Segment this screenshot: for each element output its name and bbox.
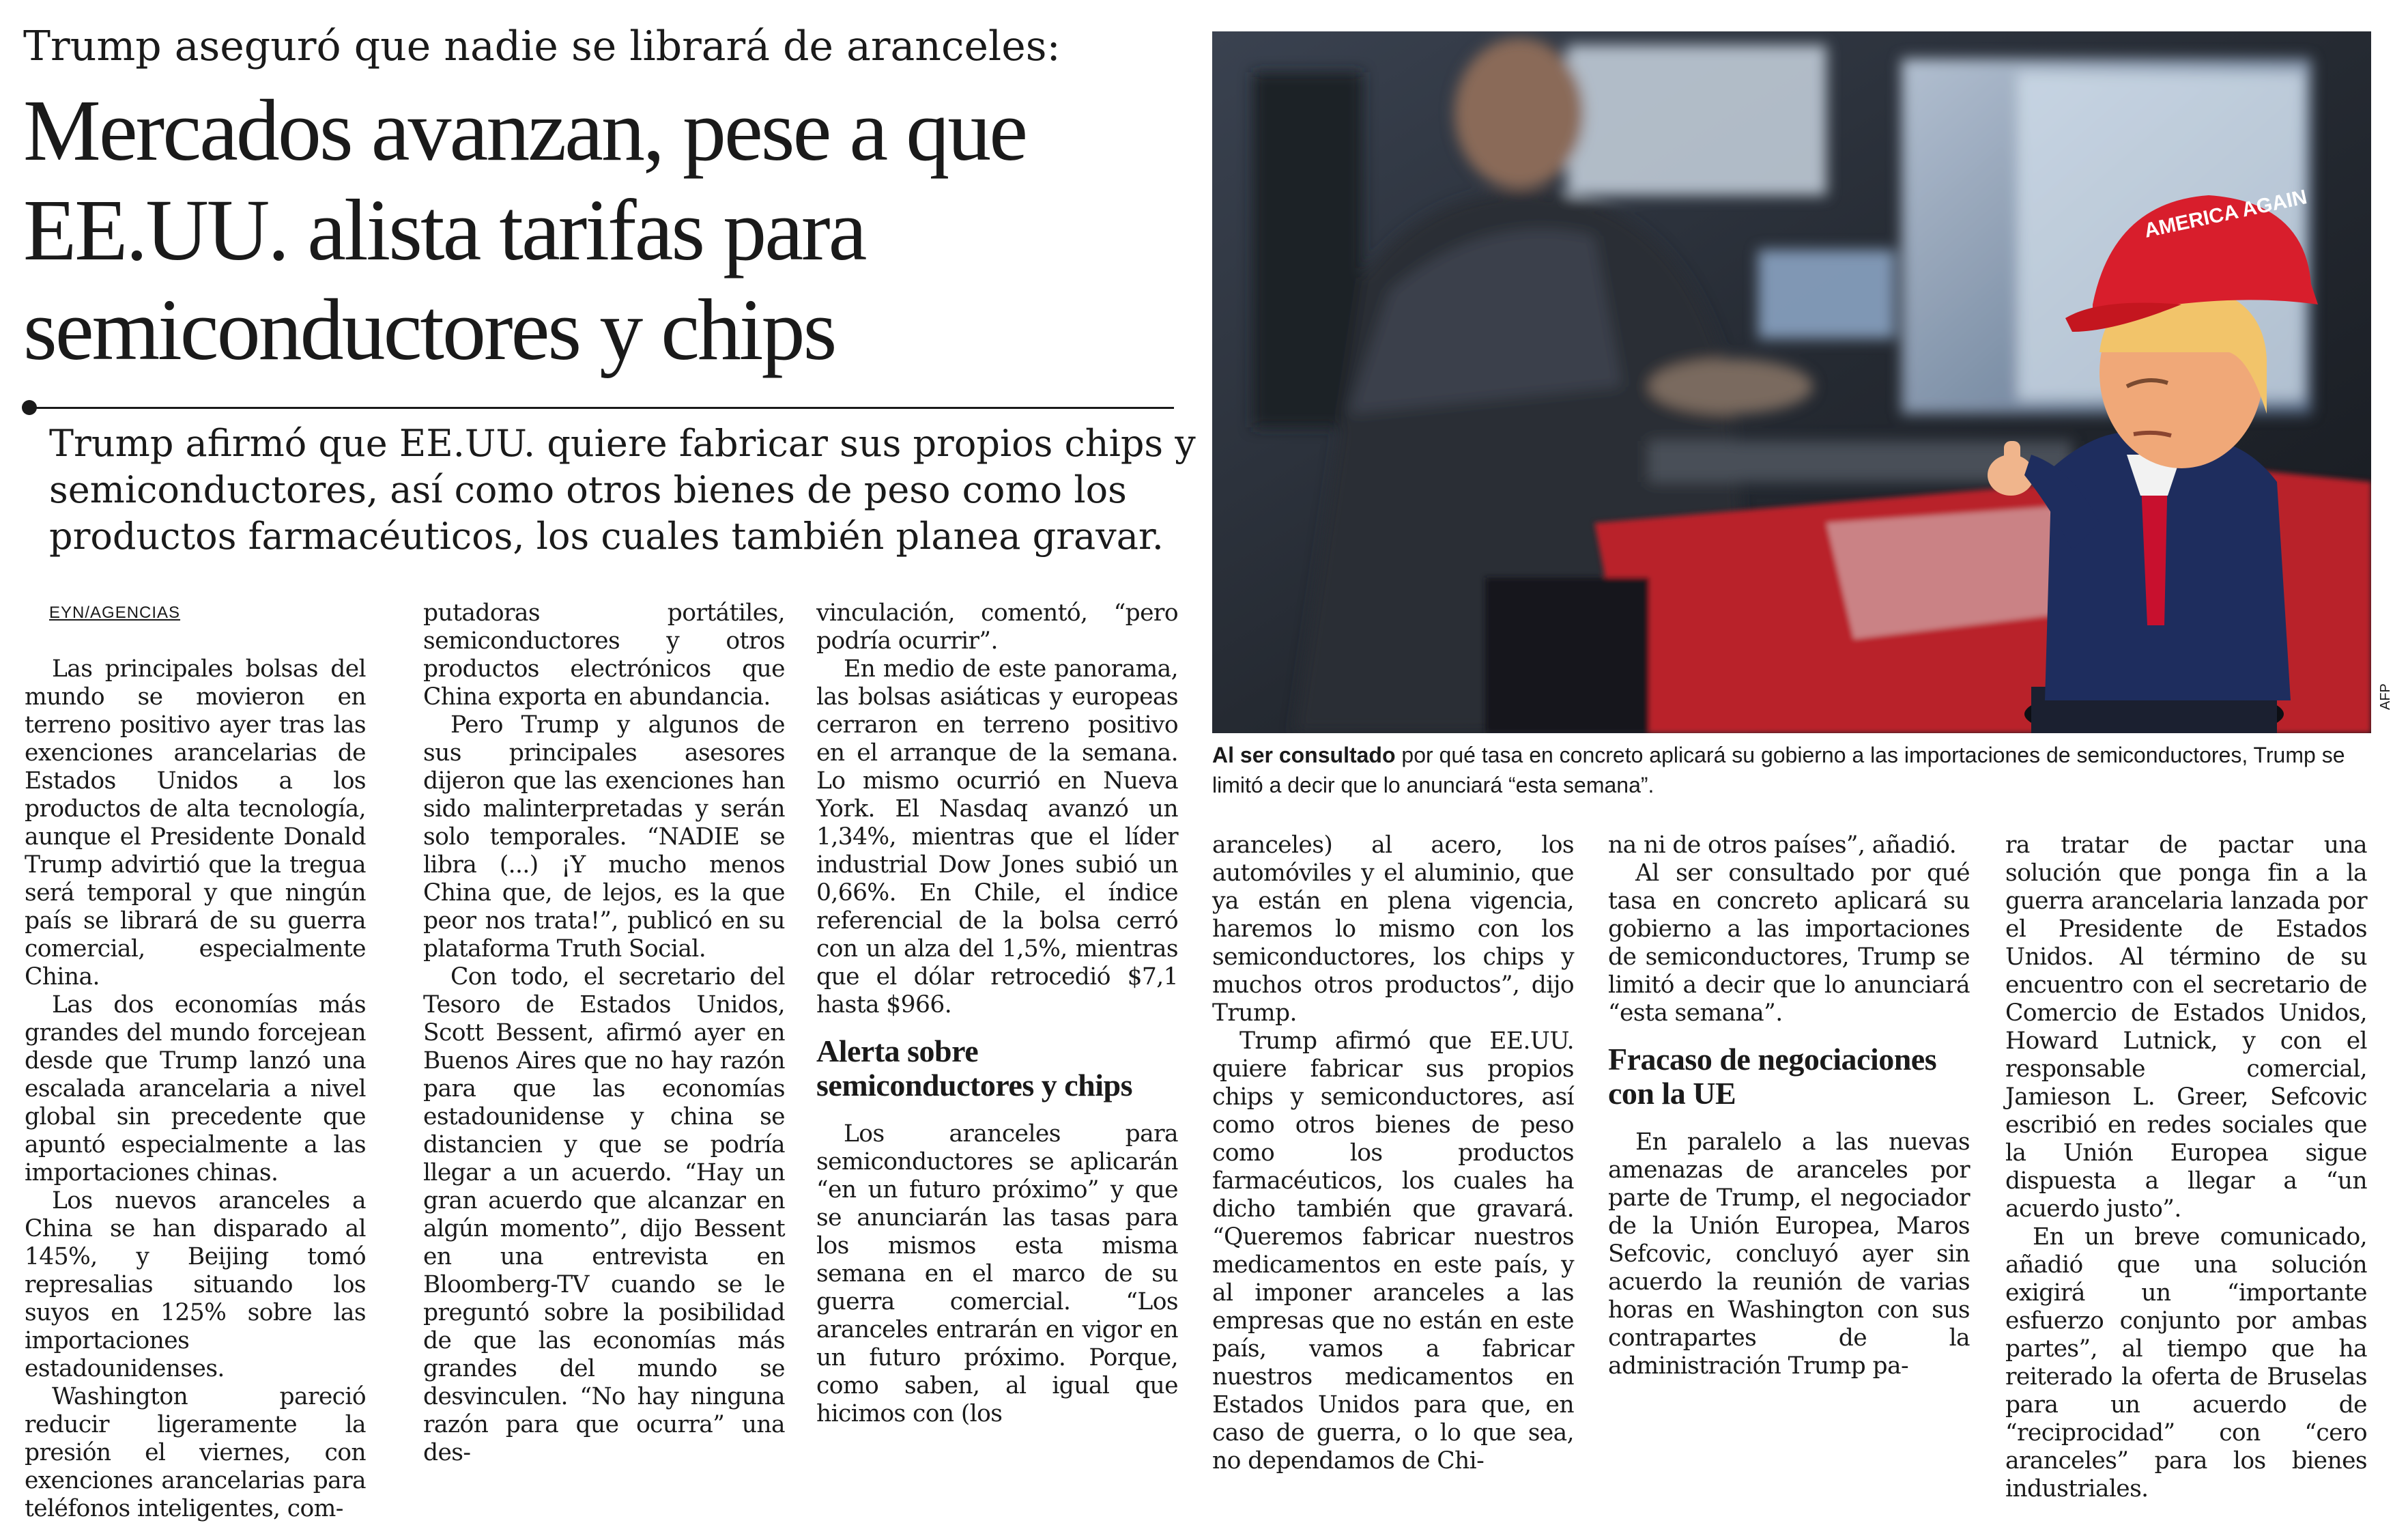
- cap-text: AMERICA AGAIN: [2142, 186, 2309, 242]
- deck-line: productos farmacéuticos, los cuales también planea gravar.: [49, 515, 1164, 558]
- kicker: Trump aseguró que nadie se librará de aranceles:: [23, 23, 1061, 70]
- bullet-dot: [22, 400, 37, 415]
- headline-line: Mercados avanzan, pese a que: [23, 82, 1026, 179]
- body-column-3: [816, 599, 1178, 1428]
- byline: EYN/AGENCIAS: [49, 603, 181, 622]
- news-photo: [1212, 31, 2371, 733]
- photo-caption: [1212, 740, 2373, 800]
- deck-line: semiconductores, así como otros bienes de peso como los: [49, 468, 1127, 511]
- subheading: Alerta sobre semiconductores y chips: [816, 1034, 1132, 1102]
- photo-credit: AFP: [2378, 683, 2393, 710]
- body-paragraph: Las principales bolsas del mundo se movieron en terreno positivo ayer tras las exenciones arancelarias de Estados Unidos a los productos de alta tecnología, aunque el Presidente Donald Trump advirtió que la tregua será temporal y que ningún país se librará de su guerra comercial, especialmente China.: [25, 655, 366, 991]
- subheading: Fracaso de negociaciones con la UE: [1608, 1042, 1937, 1111]
- headline-line: semiconductores y chips: [23, 281, 835, 378]
- divider-rule: [27, 407, 1174, 409]
- body-paragraph: Con todo, el secretario del Tesoro de Estados Unidos, Scott Bessent, afirmó ayer en Buenos Aires que no hay razón para que las economías estadounidense y china se distancien y que se podría llegar a un acuerdo. “Hay un gran acuerdo que alcanzar en algún momento”, dijo Bessent en una entrevista en Bloomberg-TV cuando se le preguntó sobre la posibilidad de que las economías más grandes del mundo se desvinculen. “No hay ninguna razón para que ocurra” una des-: [423, 963, 785, 1466]
- body-paragraph: Washington pareció reducir ligeramente la presión el viernes, con exenciones arancelarias para teléfonos inteligentes, com-: [25, 1383, 366, 1522]
- body-paragraph: ra tratar de pactar una solución que ponga fin a la guerra arancelaria lanzada por el Presidente de Estados Unidos. Al término de su encuentro con el secretario de Comercio de Estados Unidos, Howard Lutnick, y con el responsable comercial, Jamieson L. Greer, Sefcovic escribió en redes sociales que la Unión Europea sigue dispuesta a llegar a “un acuerdo justo”.: [2005, 831, 2367, 1223]
- body-column-6: [2005, 831, 2367, 1503]
- photo-illustration: [1212, 31, 2371, 733]
- body-paragraph: En un breve comunicado, añadió que una solución exigirá un “importante esfuerzo conjunto por ambas partes”, al tiempo que ha reiterado la oferta de Bruselas para un acuerdo de “reciprocidad” con “cero aranceles” para los bienes industriales.: [2005, 1223, 2367, 1503]
- body-column-1: [25, 655, 366, 1523]
- body-paragraph: aranceles) al acero, los automóviles y el aluminio, que ya están en plena vigencia, haremos lo mismo con los semiconductores, los chips y muchos otros productos”, dijo Trump.: [1212, 831, 1574, 1027]
- caption-lead: Al ser consultado: [1212, 743, 1396, 767]
- body-paragraph: Trump afirmó que EE.UU. quiere fabricar sus propios chips y semiconductores, así como otros bienes de peso como los productos farmacéuticos, los cuales ha dicho también que gravará. “Queremos fabricar nuestros medicamentos en este país, y al imponer aranceles a las empresas que no están en este país, vamos a fabricar nuestros medicamentos en Estados Unidos para que, en caso de guerra, o lo que sea, no dependamos de Chi-: [1212, 1027, 1574, 1475]
- body-column-2: [423, 599, 785, 1467]
- headline-line: EE.UU. alista tarifas para: [23, 182, 865, 279]
- body-paragraph: na ni de otros países”, añadió.: [1608, 831, 1957, 859]
- body-paragraph: Pero Trump y algunos de sus principales asesores dijeron que las exenciones han sido malinterpretadas y serán solo temporales. “NADIE se libra (...) ¡Y mucho menos China que, de lejos, es la que peor nos trata!”, publicó en su plataforma Truth Social.: [423, 711, 785, 963]
- body-paragraph: putadoras portátiles, semiconductores y otros productos electrónicos que China exporta en abundancia.: [423, 599, 785, 711]
- deck-line: Trump afirmó que EE.UU. quiere fabricar sus propios chips y: [49, 422, 1196, 465]
- body-paragraph: Las dos economías más grandes del mundo forcejean desde que Trump lanzó una escalada arancelaria a nivel global sin precedente que apuntó especialmente a las importaciones chinas.: [25, 991, 366, 1186]
- body-paragraph: En paralelo a las nuevas amenazas de aranceles por parte de Trump, el negociador de la Unión Europea, Maros Sefcovic, concluyó ayer sin acuerdo la reunión de varias horas en Washington con sus contrapartes de la administración Trump pa-: [1608, 1128, 1970, 1380]
- body-column-5: [1608, 831, 1970, 1380]
- body-paragraph: Los nuevos aranceles a China se han disparado al 145%, y Beijing tomó represalias situando los suyos en 125% sobre las importaciones estadounidenses.: [25, 1187, 366, 1382]
- body-paragraph: Los aranceles para semiconductores se aplicarán “en un futuro próximo” y que se anunciarán las tasas para los mismos esta misma semana en el marco de su guerra comercial. “Los aranceles entrarán en vigor en un futuro próximo. Porque, como saben, al igual que hicimos con (los: [816, 1120, 1178, 1427]
- body-paragraph: vinculación, comentó, “pero podría ocurrir”.: [816, 599, 1178, 655]
- deck: [49, 421, 1196, 560]
- body-column-4: [1212, 831, 1574, 1475]
- headline: [23, 81, 1184, 380]
- caption-text: por qué tasa en concreto aplicará su gobierno a las importaciones de semiconductores, Trump se limitó a decir que lo anunciará “esta semana”.: [1212, 743, 2345, 797]
- body-paragraph: En medio de este panorama, las bolsas asiáticas y europeas cerraron en terreno positivo en el arranque de la semana. Lo mismo ocurrió en Nueva York. El Nasdaq avanzó un 1,34%, mientras que el líder industrial Dow Jones subió un 0,66%. En Chile, el índice referencial de la bolsa cerró con un alza del 1,5%, mientras que el dólar retrocedió $7,1 hasta $966.: [816, 655, 1178, 1019]
- body-paragraph: Al ser consultado por qué tasa en concreto aplicará su gobierno a las importaciones de semiconductores, Trump se limitó a decir que lo anunciará “esta semana”.: [1608, 859, 1970, 1027]
